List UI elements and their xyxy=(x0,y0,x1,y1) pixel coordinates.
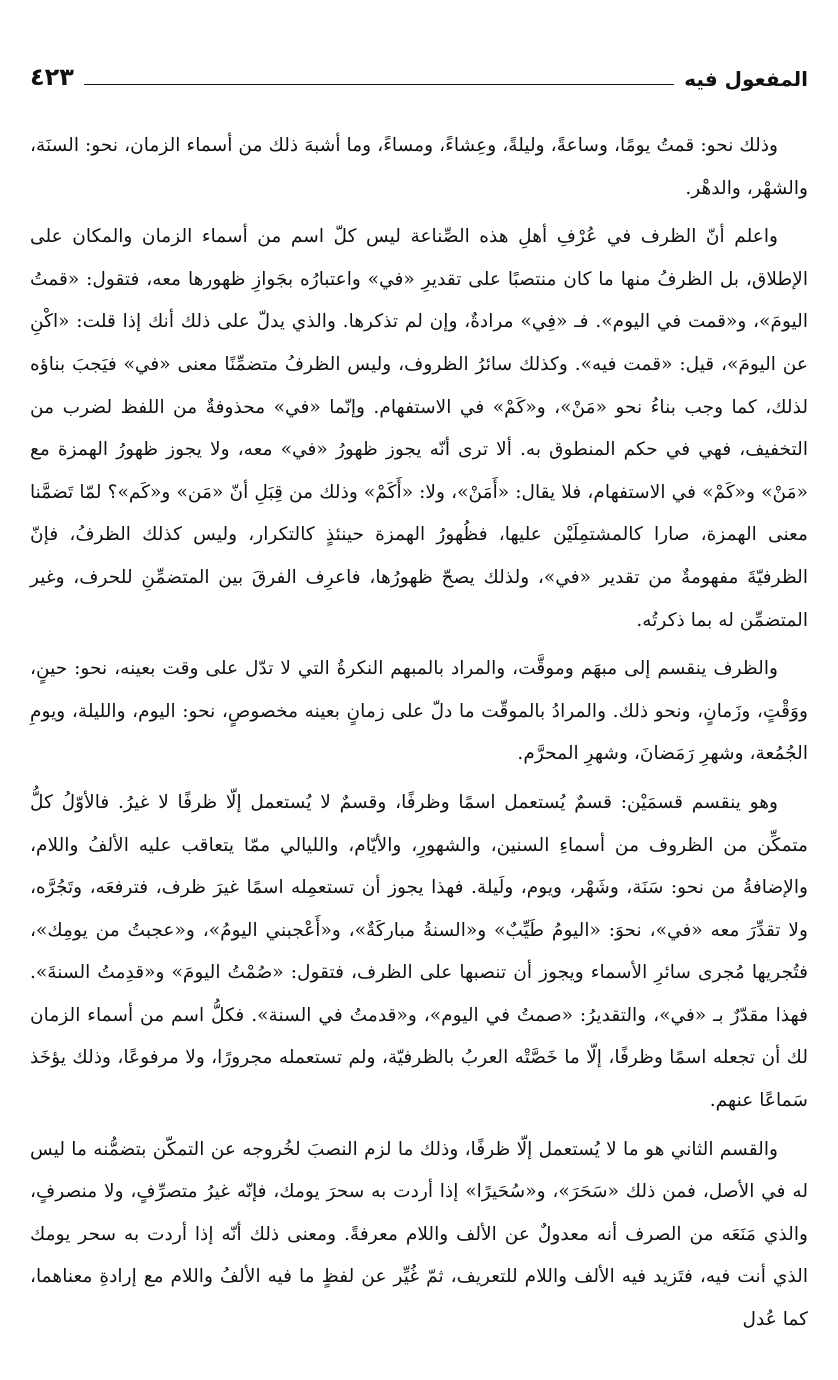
paragraph-1: وذلك نحو: قمتُ يومًا، وساعةً، وليلةً، وعِشاءً، ومساءً، وما أشبهَ ذلك من أسماء الزمان، نحو: السنَة، والشهْر، والدهْر. xyxy=(30,135,808,199)
book-page xyxy=(30,55,808,1360)
body-text xyxy=(30,125,808,1342)
running-header xyxy=(30,55,808,89)
paragraph-5: والقسم الثاني هو ما لا يُستعمل إلّا ظرفًا، وذلك ما لزم النصبَ لخُروجه عن التمكّن بتضمُّنه ما ليس له في الأصل، فمن ذلك «سَحَرَ»، و«سُحَيرًا» إذا أردت به سحرَ يومك، فإنّه غيرُ متصرِّفٍ، ولا منصرفٍ، والذي مَنَعَه من الصرف أنه معدولٌ عن الألف واللام معرفةً. ومعنى ذلك أنّه إذا أردت به سحر يومك الذي أنت فيه، فتَزيد فيه الألف واللام للتعريف، ثمّ غُيِّر عن لفظٍ ما فيه الألفُ واللام مع إرادةِ معناهما، كما عُدل xyxy=(30,1138,808,1331)
paragraph-3: والظرف ينقسم إلى مبهَم وموقَّت، والمراد بالمبهم النكرةُ التي لا تدّل على وقت بعينه، نحو: حينٍ، ووَقْتٍ، وزَمانٍ، ونحو ذلك. والمرادُ بالموقّت ما دلّ على زمانٍ بعينه مخصوصٍ، نحو: اليوم، والليلة، ويومِ الجُمُعة، وشهرِ رَمَضانَ، وشهرِ المحرَّم. xyxy=(30,658,808,765)
paragraph-2: واعلم أنّ الظرف في عُرْفِ أهلِ هذه الصِّناعة ليس كلّ اسم من أسماء الزمان والمكان على الإطلاق، بل الظرفُ منها ما كان منتصبًا على تقديرِ «في» واعتبارُه بجَوازِ ظهورها معه، فتقول: «قمتُ اليومَ»، و«قمت في اليوم». فـ «فِي» مرادةٌ، وإن لم تذكرها. والذي يدلّ على ذلك أنك إذا قلت: «اكْنِ عن اليومَ»، قيل: «قمت فيه». وكذلك سائرُ الظروف، وليس الظرفُ متضمِّنًا معنى «في» فيَجبَ بناؤه لذلك، كما وجب بناءُ نحو «مَنْ»، و«كَمْ» في الاستفهام. وإنّما «في» محذوفةٌ من اللفظ لضرب من التخفيف، فهي في حكم المنطوق به. ألا ترى أنّه يجوز ظهورُ «في» معه، ولا يجوز ظهورُ الهمزة مع «مَنْ» و«كَمْ» في الاستفهام، فلا يقال: «أَمَنْ»، ولا: «أَكَمْ» وذلك من قِبَلِ أنّ «مَن» و«كَم»؟ لمّا تَضمَّنا معنى الهمزة، صارا كالمشتمِلَيْن عليها، فظُهورُ الهمزة حينئذٍ كالتكرار، وليس كذلك الظرفُ، فإنّ الظرفيّةَ مفهومةٌ من تقدير «في»، ولذلك يصحّ ظهورُها، فاعرِف الفرقَ بين المتضمِّنِ للحرف، وغير المتضمِّن له بما ذكرتُه. xyxy=(30,226,808,631)
paragraph-4: وهو ينقسم قسمَيْن: قسمٌ يُستعمل اسمًا وظرفًا، وقسمٌ لا يُستعمل إلّا ظرفًا لا غيرُ. فالأوّلُ كلُّ متمكِّن من الظروف من أسماءِ السنين، والشهورِ، والأيّام، والليالي ممّا يتعاقب عليه الألفُ واللام، والإضافةُ من نحو: سَنَة، وشَهْر، ويوم، ولَيلة. فهذا يجوز أن تستعمِله اسمًا غيرَ ظرف، فترفعَه، وتَجُرَّه، ولا تقدِّرَ معه «في»، نحوَ: «اليومُ طَيِّبٌ» و«السنةُ مباركَةٌ»، و«أَعْجبني اليومُ»، و«عجبتُ من يومِك»، فتُجريها مُجرى سائرِ الأسماء ويجوز أن تنصبها على الظرف، فتقول: «صُمْتُ اليومَ» و«قدِمتُ السنةَ». فهذا مقدّرٌ بـ «في»، والتقديرُ: «صمتُ في اليوم»، و«قدمتُ في السنة». فكلُّ اسم من أسماء الزمان لك أن تجعله اسمًا وظرفًا، إلّا ما خَصَّتْه العربُ بالظرفيّة، ولم تستعمله مجرورًا، ولا مرفوعًا، وذلك يؤخَذ سَماعًا عنهم. xyxy=(30,791,808,1112)
header-rule xyxy=(84,84,674,85)
chapter-title: المفعول فيه xyxy=(684,67,808,91)
page-number: ٤٢٣ xyxy=(30,63,74,91)
